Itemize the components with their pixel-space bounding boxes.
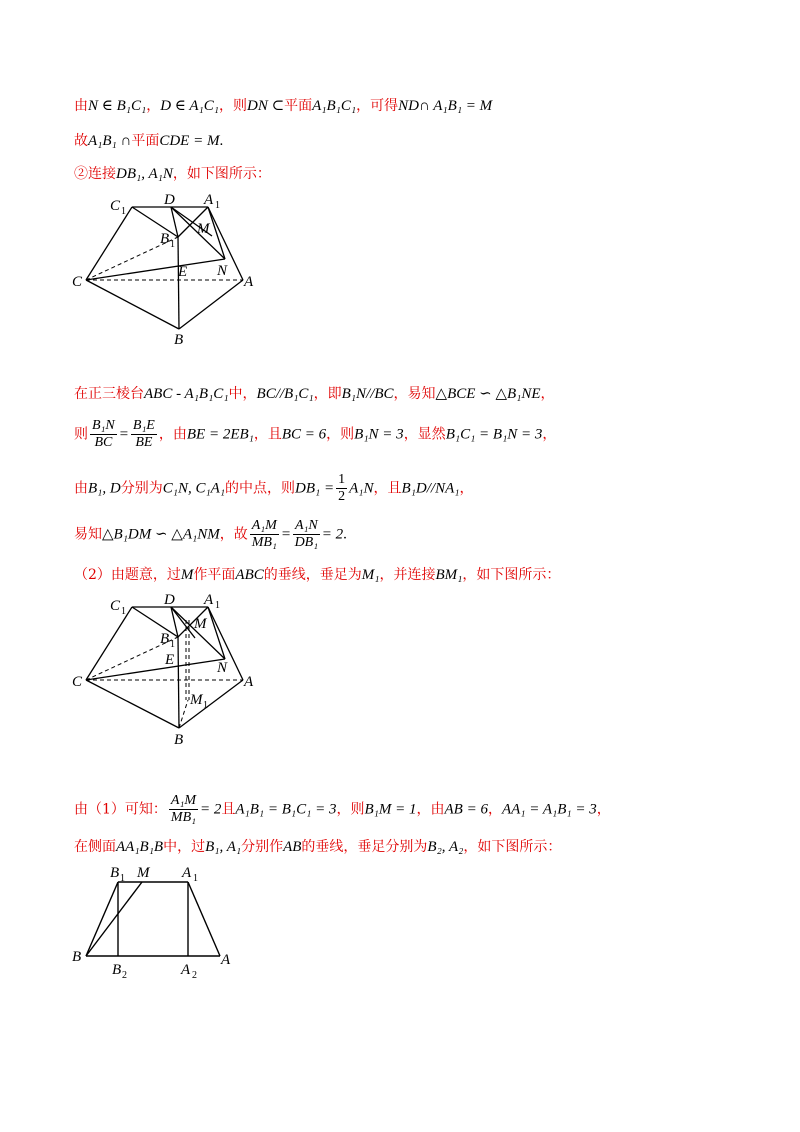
math: = — [118, 426, 129, 443]
text: 中， — [228, 386, 257, 402]
math: B₁N//BC — [341, 386, 394, 402]
label-C: C — [110, 598, 121, 614]
math: A₁B₁ ∩ — [88, 133, 132, 149]
math: △BCE ∽ △B₁NE — [435, 386, 541, 402]
math: AA₁B₁B — [116, 839, 164, 855]
text-line-3 — [74, 164, 271, 184]
text: ，由 — [416, 801, 445, 818]
label-sub: 1 — [121, 206, 126, 217]
text: 故 — [74, 133, 88, 149]
text: ， — [542, 426, 557, 443]
text: ，则 — [336, 801, 365, 818]
label-sub: 1 — [120, 873, 125, 884]
denominator: DB₁ — [294, 535, 319, 550]
label-A: A — [221, 952, 231, 968]
denominator: MB₁ — [251, 535, 277, 550]
label-B: B — [72, 949, 82, 965]
text: ，故 — [219, 526, 248, 543]
text-line-4 — [74, 384, 555, 404]
math: △B₁DM ∽ △A₁NM — [102, 526, 220, 543]
label-sub: 1 — [215, 600, 220, 611]
figure-frustum-1 — [70, 190, 270, 350]
text: ，且 — [373, 480, 402, 497]
math: BM₁ — [435, 567, 463, 583]
text: 在正三棱台 — [74, 386, 144, 402]
numerator: 1 — [338, 472, 346, 487]
math: = 2 — [200, 801, 222, 818]
label-B: B — [110, 865, 120, 881]
math: AB = 6 — [444, 801, 488, 818]
text: ，则 — [326, 426, 355, 443]
text: 的中点，则 — [225, 480, 296, 497]
text-line-10 — [74, 837, 561, 857]
math: B₁, A₁ — [205, 839, 242, 855]
text-line-9 — [74, 793, 611, 826]
text: 易知 — [74, 526, 102, 543]
text: . — [219, 133, 224, 149]
fraction — [293, 518, 320, 551]
text: （2）由题意，过 — [74, 567, 181, 583]
label-B: B — [160, 631, 170, 647]
text: ②连接 — [74, 166, 116, 182]
math: A₁B₁C₁ — [312, 98, 357, 114]
fraction — [131, 418, 157, 451]
math: DB₁ = — [295, 480, 335, 497]
math: CDE = M — [159, 133, 220, 149]
math: BC//B₁C₁ — [256, 386, 314, 402]
label-M: M — [190, 692, 203, 708]
label-C: C — [72, 274, 83, 290]
denominator: BE — [135, 435, 153, 450]
fraction — [169, 793, 198, 826]
text: ，如下图所示： — [463, 839, 562, 855]
text: 在侧面 — [74, 839, 116, 855]
math: M — [180, 567, 194, 583]
label-sub: 1 — [193, 873, 198, 884]
label-A: A — [204, 192, 214, 208]
text: 由（1）可知： — [74, 801, 167, 818]
label-M: M — [197, 221, 210, 237]
text: ，则 — [218, 98, 247, 114]
text-line-8 — [74, 565, 560, 585]
text: ， — [487, 801, 502, 818]
label-sub: 1 — [170, 639, 175, 650]
text: ，显然 — [403, 426, 446, 443]
label-B: B — [160, 231, 170, 247]
text: 由 — [74, 480, 88, 497]
label-sub: 2 — [192, 970, 197, 980]
label-N: N — [217, 263, 228, 279]
label-N: N — [217, 660, 228, 676]
text: 作平面 — [193, 567, 236, 583]
denominator: BC — [94, 435, 113, 450]
math: = — [280, 526, 291, 543]
denominator: 2 — [338, 489, 346, 504]
numerator: B₁E — [132, 418, 155, 433]
text-line-6 — [74, 472, 473, 505]
text: 分别为 — [120, 480, 163, 497]
text: ，由 — [158, 426, 187, 443]
text: 且 — [221, 801, 236, 818]
math: C₁N, C₁A₁ — [162, 480, 226, 497]
math: A₁N — [349, 480, 374, 497]
label-D: D — [164, 592, 175, 608]
text: ，如下图所示： — [462, 567, 561, 583]
math: DN ⊂ — [246, 98, 285, 114]
text-line-1 — [74, 96, 492, 116]
numerator: B₁N — [92, 418, 115, 433]
label-D: D — [164, 192, 175, 208]
text: ， — [146, 98, 161, 114]
math: DB₁, A₁N — [116, 166, 173, 182]
label-B: B — [112, 962, 122, 978]
math: B₁N = 3 — [354, 426, 404, 443]
label-A: A — [244, 674, 254, 690]
text: ，如下图所示： — [172, 166, 271, 182]
math: N ∈ B₁C₁ — [88, 98, 147, 114]
text: 由 — [74, 98, 88, 114]
text: 平面 — [284, 98, 313, 114]
label-sub: 1 — [215, 200, 220, 211]
fraction — [336, 472, 347, 505]
label-E: E — [165, 652, 175, 668]
text-line-2 — [74, 131, 223, 151]
text: 则 — [74, 426, 88, 443]
math: B₁D//NA₁ — [401, 480, 460, 497]
label-sub: 2 — [122, 970, 127, 980]
text-line-5 — [74, 418, 556, 451]
text-line-7 — [74, 518, 347, 551]
label-A: A — [204, 592, 214, 608]
label-A: A — [244, 274, 254, 290]
denominator: MB₁ — [170, 810, 197, 825]
math: BC = 6 — [281, 426, 327, 443]
math: ABC - A₁B₁C₁ — [144, 386, 229, 402]
text: ， — [459, 480, 474, 497]
math: ND∩ A₁B₁ = M — [398, 98, 493, 114]
label-B: B — [174, 332, 184, 348]
text: ，即 — [313, 386, 342, 402]
numerator: A₁N — [294, 518, 318, 533]
label-sub: 1 — [203, 700, 208, 711]
label-M: M — [137, 865, 150, 881]
label-E: E — [178, 264, 188, 280]
label-M: M — [194, 616, 207, 632]
text: ，可得 — [356, 98, 399, 114]
text: ，并连接 — [379, 567, 436, 583]
numerator: A₁M — [170, 793, 197, 808]
math: B₁C₁ = B₁N = 3 — [445, 426, 543, 443]
math: AB — [283, 839, 302, 855]
math: B₂, A₂ — [427, 839, 464, 855]
text: ， — [596, 801, 611, 818]
text: 分别作 — [241, 839, 284, 855]
text: 中，过 — [163, 839, 206, 855]
label-sub: 1 — [121, 606, 126, 617]
text: 的垂线，垂足为 — [263, 567, 362, 583]
figure-trapezoid — [70, 860, 250, 980]
label-B: B — [174, 732, 184, 748]
label-sub: 1 — [170, 239, 175, 250]
math: ABC — [235, 567, 264, 583]
math: A₁B₁ = B₁C₁ = 3 — [235, 801, 337, 818]
label-A: A — [181, 962, 191, 978]
label-C: C — [110, 198, 121, 214]
label-A: A — [182, 865, 192, 881]
math: M₁ — [361, 567, 380, 583]
math: = 2 — [321, 526, 344, 543]
text: 平面 — [131, 133, 160, 149]
math: BE = 2EB₁ — [186, 426, 254, 443]
math: B₁M = 1 — [364, 801, 417, 818]
math: AA₁ = A₁B₁ = 3 — [501, 801, 597, 818]
figure-frustum-2 — [70, 590, 270, 750]
text: ，且 — [253, 426, 282, 443]
fraction — [250, 518, 279, 551]
math: D ∈ A₁C₁ — [160, 98, 219, 114]
text: 的垂线，垂足分别为 — [301, 839, 428, 855]
text: . — [343, 526, 347, 543]
text: ，易知 — [393, 386, 436, 402]
numerator: A₁M — [251, 518, 277, 533]
text: ， — [540, 386, 555, 402]
fraction — [90, 418, 117, 451]
math: B₁, D — [88, 480, 121, 497]
label-C: C — [72, 674, 83, 690]
